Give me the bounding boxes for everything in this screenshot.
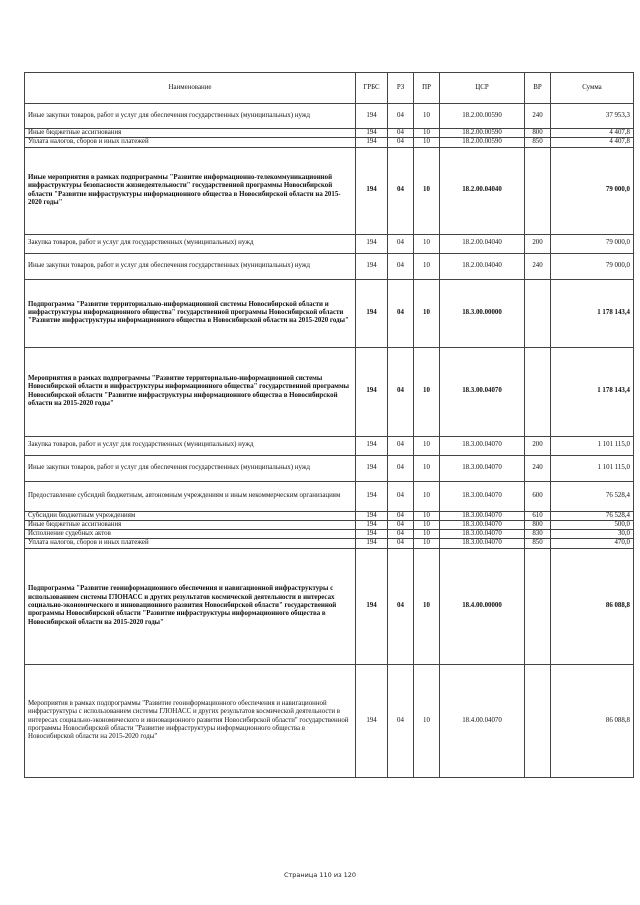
cell-vr (525, 347, 551, 436)
cell-sum: 86 088,8 (551, 548, 634, 664)
cell-sum: 79 000,0 (551, 253, 634, 279)
cell-pr: 10 (414, 104, 440, 129)
cell-rz: 04 (388, 129, 414, 138)
cell-vr: 240 (525, 455, 551, 481)
cell-vr: 830 (525, 530, 551, 539)
cell-sum: 470,0 (551, 539, 634, 548)
cell-name: Мероприятия в рамках подпрограммы "Развитие территориально-информационной системы Новосибирской области и инфраструктуры информационного общества" государственной программы Новосибирской области "Развитие инфраструктуры информационного общества в Новосибирской области на 2015-2020 годы" (25, 347, 356, 436)
cell-vr (525, 147, 551, 234)
cell-vr: 800 (525, 520, 551, 529)
cell-sum: 1 101 115,0 (551, 436, 634, 455)
cell-csr: 18.4.00.04070 (440, 664, 525, 777)
cell-vr: 610 (525, 511, 551, 520)
cell-csr: 18.2.00.00590 (440, 104, 525, 129)
cell-sum: 86 088,8 (551, 664, 634, 777)
cell-name: Субсидии бюджетным учреждениям (25, 511, 356, 520)
header-csr: ЦСР (440, 73, 525, 104)
cell-grbs: 194 (356, 455, 388, 481)
cell-vr: 200 (525, 234, 551, 253)
table-row (25, 481, 634, 511)
cell-csr: 18.4.00.00000 (440, 548, 525, 664)
cell-pr: 10 (414, 548, 440, 664)
cell-pr: 10 (414, 129, 440, 138)
cell-vr: 200 (525, 436, 551, 455)
cell-vr: 850 (525, 138, 551, 147)
cell-pr: 10 (414, 664, 440, 777)
cell-rz: 04 (388, 138, 414, 147)
header-grbs: ГРБС (356, 73, 388, 104)
cell-rz: 04 (388, 234, 414, 253)
cell-vr (525, 548, 551, 664)
table-row (25, 664, 634, 777)
cell-grbs: 194 (356, 234, 388, 253)
cell-rz: 04 (388, 455, 414, 481)
cell-pr: 10 (414, 234, 440, 253)
cell-csr: 18.2.00.04040 (440, 234, 525, 253)
cell-vr (525, 664, 551, 777)
table-row (25, 548, 634, 664)
cell-rz: 04 (388, 530, 414, 539)
cell-rz: 04 (388, 104, 414, 129)
cell-csr: 18.3.00.04070 (440, 539, 525, 548)
cell-sum: 30,0 (551, 530, 634, 539)
cell-pr: 10 (414, 520, 440, 529)
cell-rz: 04 (388, 481, 414, 511)
cell-csr: 18.2.00.04040 (440, 147, 525, 234)
cell-vr: 850 (525, 539, 551, 548)
cell-name: Уплата налогов, сборов и иных платежей (25, 138, 356, 147)
cell-csr: 18.3.00.04070 (440, 455, 525, 481)
cell-rz: 04 (388, 511, 414, 520)
cell-grbs: 194 (356, 347, 388, 436)
cell-pr: 10 (414, 279, 440, 347)
cell-name: Иные закупки товаров, работ и услуг для обеспечения государственных (муниципальных) нужд (25, 455, 356, 481)
cell-rz: 04 (388, 147, 414, 234)
cell-sum: 76 528,4 (551, 481, 634, 511)
cell-csr: 18.3.00.04070 (440, 511, 525, 520)
cell-pr: 10 (414, 481, 440, 511)
cell-pr: 10 (414, 253, 440, 279)
cell-grbs: 194 (356, 664, 388, 777)
cell-name: Уплата налогов, сборов и иных платежей (25, 539, 356, 548)
cell-vr: 800 (525, 129, 551, 138)
cell-pr: 10 (414, 436, 440, 455)
table-header-row (25, 73, 634, 104)
cell-name: Иные бюджетные ассигнования (25, 520, 356, 529)
cell-grbs: 194 (356, 147, 388, 234)
cell-csr: 18.3.00.04070 (440, 530, 525, 539)
table-row (25, 279, 634, 347)
cell-sum: 4 407,8 (551, 138, 634, 147)
cell-name: Предоставление субсидий бюджетным, автономным учреждениям и иным некоммерческим организациям (25, 481, 356, 511)
cell-csr: 18.3.00.00000 (440, 279, 525, 347)
header-name: Наименование (25, 73, 356, 104)
cell-grbs: 194 (356, 279, 388, 347)
table-row (25, 511, 634, 520)
cell-grbs: 194 (356, 104, 388, 129)
cell-csr: 18.3.00.04070 (440, 481, 525, 511)
cell-rz: 04 (388, 520, 414, 529)
cell-name: Закупка товаров, работ и услуг для государственных (муниципальных) нужд (25, 234, 356, 253)
cell-name: Подпрограмма "Развитие геоинформационного обеспечения и навигационной инфраструктуры с использованием системы ГЛОНАСС и других результатов космической деятельности в интересах социально-экономического и инновационного развития Новосибирской области" государственной программы Новосибирской области "Развитие инфраструктуры информационного общества в Новосибирской области на 2015-2020 годы" (25, 548, 356, 664)
cell-pr: 10 (414, 147, 440, 234)
cell-sum: 1 178 143,4 (551, 347, 634, 436)
cell-pr: 10 (414, 455, 440, 481)
cell-pr: 10 (414, 138, 440, 147)
table-row (25, 138, 634, 147)
cell-rz: 04 (388, 279, 414, 347)
cell-vr: 240 (525, 104, 551, 129)
table-row (25, 530, 634, 539)
cell-rz: 04 (388, 347, 414, 436)
header-sum: Сумма (551, 73, 634, 104)
cell-name: Иные бюджетные ассигнования (25, 129, 356, 138)
table-row (25, 253, 634, 279)
cell-csr: 18.3.00.04070 (440, 520, 525, 529)
cell-grbs: 194 (356, 138, 388, 147)
cell-grbs: 194 (356, 253, 388, 279)
cell-vr: 600 (525, 481, 551, 511)
cell-grbs: 194 (356, 539, 388, 548)
cell-vr (525, 279, 551, 347)
cell-sum: 4 407,8 (551, 129, 634, 138)
cell-pr: 10 (414, 511, 440, 520)
cell-name: Мероприятия в рамках подпрограммы "Развитие геоинформационного обеспечения и навигационной инфраструктуры с использованием системы ГЛОНАСС и других результатов космической деятельности в интересах социально-экономического и инновационного развития Новосибирской области" государственной программы Новосибирской области "Развитие инфраструктуры информационного общества в Новосибирской области на 2015-2020 годы" (25, 664, 356, 777)
cell-vr: 240 (525, 253, 551, 279)
table-row (25, 147, 634, 234)
budget-table (24, 72, 634, 778)
table-row (25, 104, 634, 129)
cell-csr: 18.3.00.04070 (440, 436, 525, 455)
cell-csr: 18.2.00.04040 (440, 253, 525, 279)
cell-name: Подпрограмма "Развитие территориально-информационной системы Новосибирской области и инфраструктуры информационного общества" государственной программы Новосибирской области "Развитие инфраструктуры информационного общества в Новосибирской области на 2015-2020 годы" (25, 279, 356, 347)
header-vr: ВР (525, 73, 551, 104)
cell-sum: 1 178 143,4 (551, 279, 634, 347)
table-row (25, 539, 634, 548)
cell-rz: 04 (388, 548, 414, 664)
table-row (25, 455, 634, 481)
cell-name: Иные мероприятия в рамках подпрограммы "Развитие информационно-телекоммуникационной инфраструктуры безопасности жизнедеятельности" государственной программы Новосибирской области "Развитие инфраструктуры информационного общества в Новосибирской области на 2015-2020 годы" (25, 147, 356, 234)
cell-grbs: 194 (356, 520, 388, 529)
table-row (25, 520, 634, 529)
header-pr: ПР (414, 73, 440, 104)
cell-sum: 79 000,0 (551, 147, 634, 234)
cell-name: Иные закупки товаров, работ и услуг для обеспечения государственных (муниципальных) нужд (25, 253, 356, 279)
cell-sum: 76 528,4 (551, 511, 634, 520)
cell-csr: 18.3.00.04070 (440, 347, 525, 436)
cell-grbs: 194 (356, 129, 388, 138)
cell-pr: 10 (414, 347, 440, 436)
cell-grbs: 194 (356, 548, 388, 664)
cell-rz: 04 (388, 664, 414, 777)
cell-rz: 04 (388, 539, 414, 548)
cell-sum: 500,0 (551, 520, 634, 529)
table-row (25, 347, 634, 436)
cell-name: Исполнение судебных актов (25, 530, 356, 539)
cell-sum: 1 101 115,0 (551, 455, 634, 481)
cell-grbs: 194 (356, 436, 388, 455)
header-rz: РЗ (388, 73, 414, 104)
table-body (25, 104, 634, 778)
cell-rz: 04 (388, 436, 414, 455)
cell-name: Иные закупки товаров, работ и услуг для обеспечения государственных (муниципальных) нужд (25, 104, 356, 129)
cell-sum: 37 953,3 (551, 104, 634, 129)
table-row (25, 234, 634, 253)
page-number: Страница 110 из 120 (283, 871, 356, 879)
cell-rz: 04 (388, 253, 414, 279)
cell-grbs: 194 (356, 530, 388, 539)
table-row (25, 129, 634, 138)
cell-grbs: 194 (356, 511, 388, 520)
cell-csr: 18.2.00.00590 (440, 138, 525, 147)
cell-pr: 10 (414, 539, 440, 548)
cell-grbs: 194 (356, 481, 388, 511)
cell-pr: 10 (414, 530, 440, 539)
cell-sum: 79 000,0 (551, 234, 634, 253)
table-row (25, 436, 634, 455)
cell-name: Закупка товаров, работ и услуг для государственных (муниципальных) нужд (25, 436, 356, 455)
cell-csr: 18.2.00.00590 (440, 129, 525, 138)
